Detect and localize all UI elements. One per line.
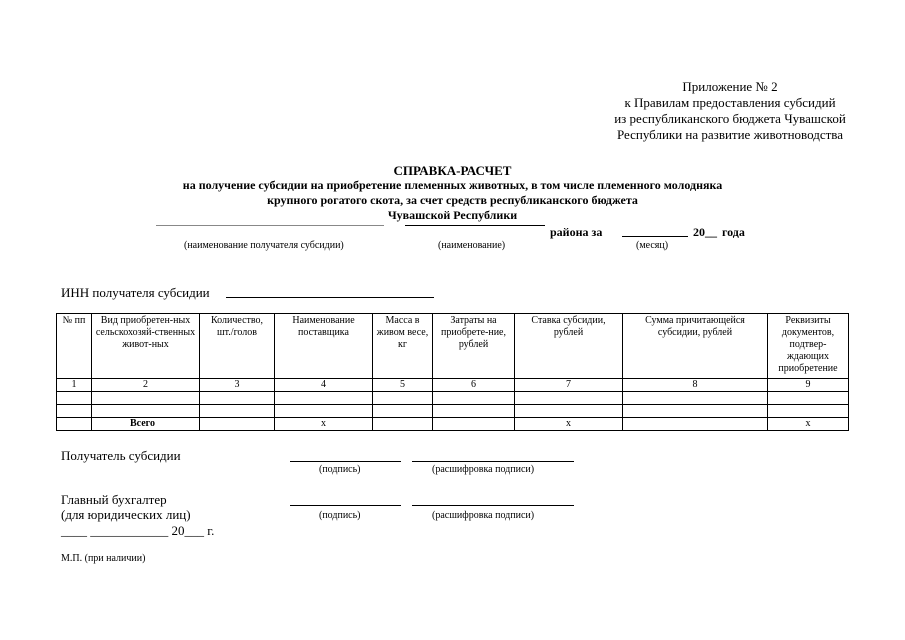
table-number-cell: 8	[623, 379, 768, 392]
total-label: Всего	[92, 418, 200, 431]
table-header-cell: Затраты на приобрете-ние, рублей	[433, 314, 515, 379]
district-suffix: района за	[550, 225, 603, 239]
table-cell	[515, 392, 623, 405]
accountant-sublabel: (для юридических лиц)	[61, 507, 191, 522]
table-header-cell: Вид приобретен-ных сельскохозяй-ственных живот-ных	[92, 314, 200, 379]
document-title: СПРАВКА-РАСЧЕТ	[393, 163, 512, 178]
table-header-cell: Сумма причитающейся субсидии, рублей	[623, 314, 768, 379]
table-header-cell: Ставка субсидии, рублей	[515, 314, 623, 379]
table-header-cell: Реквизиты документов, подтвер-ждающих приобретение	[768, 314, 849, 379]
subsidy-table	[56, 313, 849, 431]
x-mark: х	[768, 418, 849, 431]
inn-label: ИНН получателя субсидии	[61, 285, 210, 300]
document-subtitle: Чувашской Республики	[387, 208, 518, 222]
table-cell	[57, 405, 92, 418]
table-header-cell: Количество, шт./голов	[200, 314, 275, 379]
table-cell	[200, 405, 275, 418]
inn-line	[226, 297, 434, 298]
recipient-decoding-line	[412, 461, 574, 462]
table-cell	[373, 418, 433, 431]
appendix-line: к Правилам предоставления субсидий	[624, 95, 836, 110]
table-number-cell: 5	[373, 379, 433, 392]
accountant-signature-line	[290, 505, 401, 506]
caption-decoding: (расшифровка подписи)	[432, 464, 535, 475]
table-cell	[623, 405, 768, 418]
year-suffix: года	[722, 225, 745, 239]
caption-month: (месяц)	[636, 240, 669, 251]
table-cell	[92, 392, 200, 405]
table-number-cell: 3	[200, 379, 275, 392]
table-total-row	[57, 418, 849, 431]
table-cell	[768, 405, 849, 418]
table-cell	[623, 418, 768, 431]
table-cell	[515, 405, 623, 418]
caption-recipient: (наименование получателя субсидии)	[184, 240, 344, 251]
table-cell	[433, 418, 515, 431]
district-name-line	[405, 225, 545, 226]
table-number-row	[57, 379, 849, 392]
caption-name: (наименование)	[438, 240, 506, 251]
table-cell	[623, 392, 768, 405]
stamp-note: М.П. (при наличии)	[61, 553, 146, 564]
table-cell	[200, 392, 275, 405]
table-number-cell: 7	[515, 379, 623, 392]
table-number-cell: 1	[57, 379, 92, 392]
table-number-cell: 6	[433, 379, 515, 392]
table-header-cell: № пп	[57, 314, 92, 379]
table-cell	[768, 392, 849, 405]
table-header-cell: Наименование поставщика	[275, 314, 373, 379]
table-cell	[92, 405, 200, 418]
table-number-cell: 4	[275, 379, 373, 392]
table-cell	[57, 418, 92, 431]
caption-decoding: (расшифровка подписи)	[432, 510, 535, 521]
table-number-cell: 2	[92, 379, 200, 392]
accountant-label: Главный бухгалтер	[61, 492, 167, 507]
caption-signature: (подпись)	[319, 464, 361, 475]
year-prefix: 20__	[693, 225, 717, 239]
table-header-cell: Масса в живом весе, кг	[373, 314, 433, 379]
recipient-signature-label: Получатель субсидии	[61, 448, 181, 463]
date-line: ____ ____________ 20___ г.	[61, 523, 215, 538]
table-header-row	[57, 314, 849, 379]
document-subtitle: крупного рогатого скота, за счет средств республиканского бюджета	[267, 193, 638, 207]
table-cell	[275, 392, 373, 405]
table-cell	[373, 392, 433, 405]
table-number-cell: 9	[768, 379, 849, 392]
accountant-decoding-line	[412, 505, 574, 506]
month-line	[622, 236, 688, 237]
table-cell	[433, 405, 515, 418]
appendix-block	[560, 79, 900, 143]
x-mark: х	[515, 418, 623, 431]
table-cell	[373, 405, 433, 418]
x-mark: х	[275, 418, 373, 431]
caption-signature: (подпись)	[319, 510, 361, 521]
recipient-signature-line	[290, 461, 401, 462]
table-cell	[200, 418, 275, 431]
table-cell	[433, 392, 515, 405]
appendix-line: из республиканского бюджета Чувашской	[614, 111, 846, 126]
appendix-line: Республики на развитие животноводства	[616, 127, 844, 142]
document-subtitle: на получение субсидии на приобретение племенных животных, в том числе племенного молодняка	[182, 178, 723, 192]
table-row	[57, 405, 849, 418]
table-row	[57, 392, 849, 405]
recipient-name-line	[156, 225, 384, 226]
table-cell	[57, 392, 92, 405]
table-cell	[275, 405, 373, 418]
appendix-line: Приложение № 2	[682, 79, 778, 94]
